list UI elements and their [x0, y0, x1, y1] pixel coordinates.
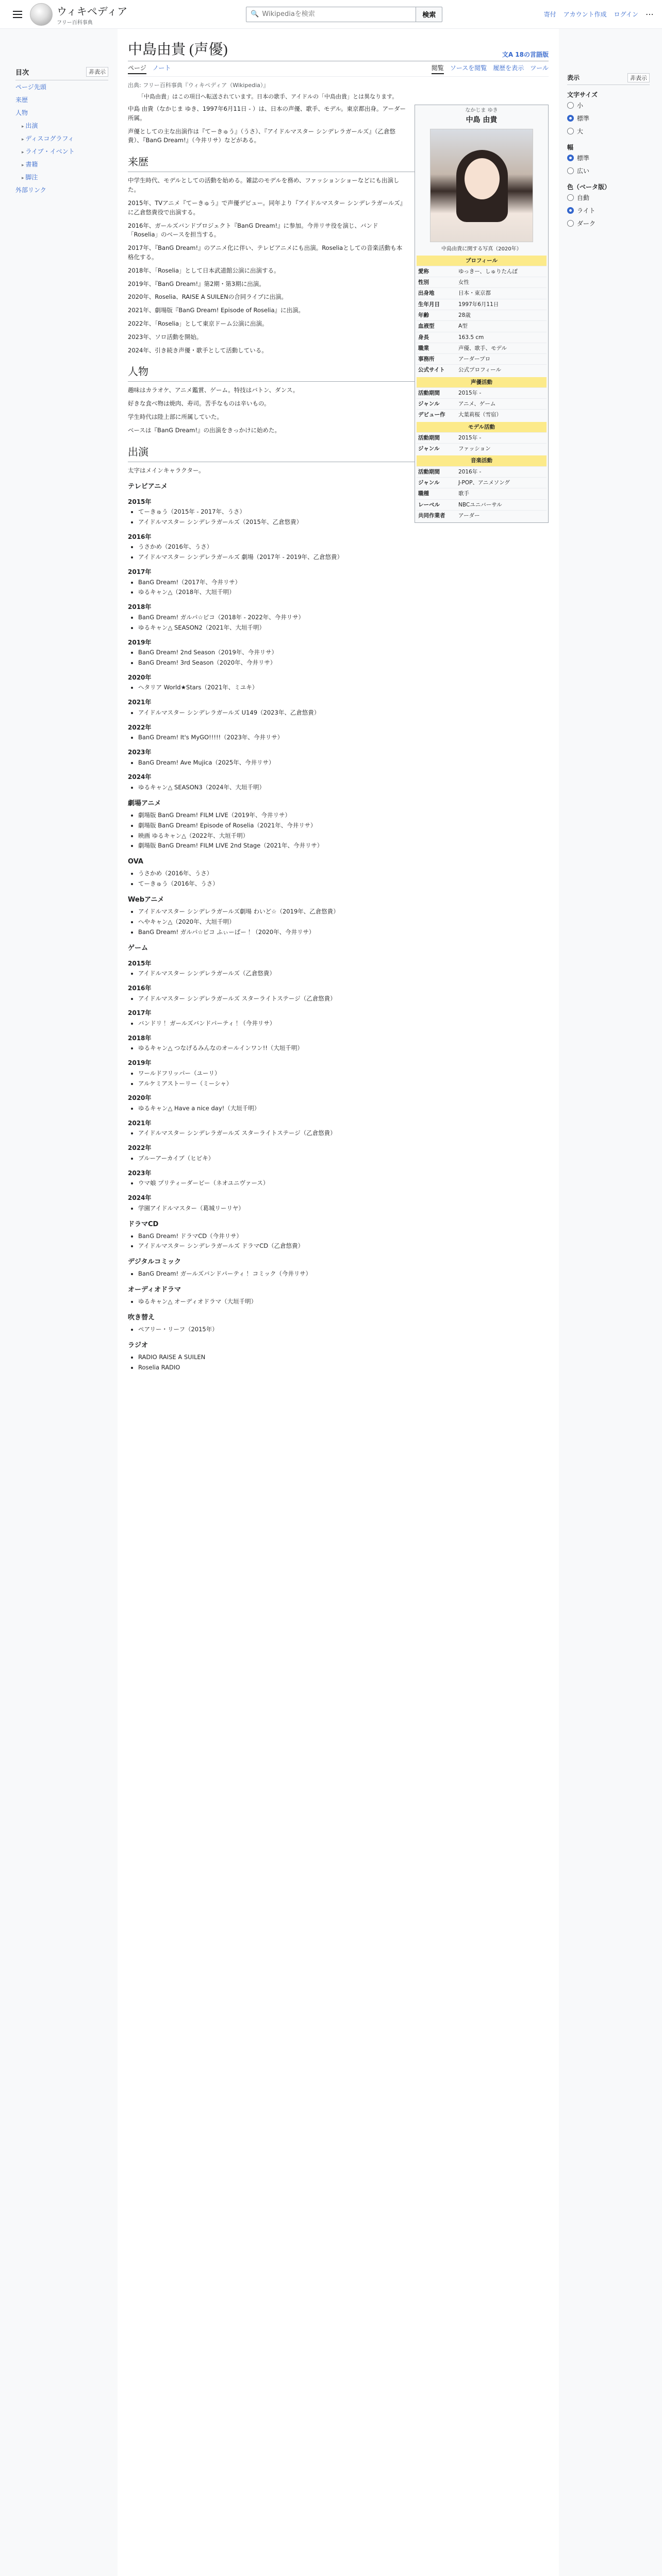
infobox-row-key: 活動期間: [418, 468, 440, 475]
year-heading: 2015年: [128, 498, 152, 505]
infobox-row: [417, 432, 547, 443]
subsection-digital-heading: デジタルコミック: [128, 1258, 181, 1266]
year-heading: 2019年: [128, 1059, 152, 1067]
site-logo[interactable]: [30, 3, 127, 26]
year-heading: 2022年: [128, 723, 152, 731]
hatnote: 「中島由貴」はこの項目へ転送されています。日本の歌手、アイドルの「中島由貴」とは異なります。: [138, 93, 398, 100]
ova-list: [128, 869, 549, 889]
infobox-name: 中島 由貴: [466, 115, 498, 124]
toc-sidebar: [15, 67, 108, 196]
subsection-audio-heading: オーディオドラマ: [128, 1286, 181, 1294]
search-button[interactable]: 検索: [416, 7, 442, 22]
page-tabs: [128, 63, 549, 77]
infobox-row-key: 血液型: [418, 323, 435, 330]
paragraph: 2016年、ガールズバンドプロジェクト『BanG Dream!』に参加。今井リサ役を演じ、バンド「Roselia」のベースを担当する。: [128, 222, 378, 239]
option-label: ダーク: [577, 220, 596, 227]
infobox-row-value: アーダー: [458, 512, 480, 519]
infobox-row-value: 歌手: [458, 490, 469, 497]
infobox-row: [417, 299, 547, 310]
list-item: • アイドルマスター シンデレラガールズ ドラマCD（乙倉悠貴）: [138, 1242, 549, 1251]
list-item: • ゆるキャン△ Have a nice day!（大垣千明）: [138, 1104, 549, 1113]
infobox-row-value: アーダープロ: [458, 356, 491, 363]
year-heading: 2023年: [128, 1169, 152, 1177]
infobox-row-key: 生年月日: [418, 301, 440, 308]
year-heading: 2018年: [128, 1034, 152, 1042]
year-list: [128, 1129, 549, 1138]
paragraph: 好きな食べ物は焼肉、寿司。苦手なものは辛いもの。: [128, 400, 270, 408]
year-list: [128, 1204, 549, 1213]
infobox-row: [417, 343, 547, 353]
list-item: • アルケミアストーリー（ミーシャ）: [138, 1079, 549, 1089]
list-item: • アイドルマスター シンデレラガールズ スターライトステージ（乙倉悠貴）: [138, 1129, 549, 1138]
list-item: • BanG Dream! Ave Mujica（2025年、今井リサ）: [138, 758, 549, 768]
infobox-model-rows: [417, 432, 547, 454]
digital-list: [128, 1269, 549, 1279]
option-label: 標準: [577, 115, 590, 122]
infobox-row: [417, 310, 547, 320]
infobox-row-value: 2015年 -: [458, 389, 482, 396]
section-works-heading: 出演: [128, 445, 549, 462]
infobox-row-key: 身長: [418, 334, 429, 341]
infobox: [415, 105, 549, 523]
more-options-icon[interactable]: ⋯: [646, 9, 654, 19]
subsection-ova-heading: OVA: [128, 858, 143, 866]
infobox-row-key: 共同作業者: [418, 512, 445, 519]
infobox-row-value: A型: [458, 323, 468, 330]
year-list: [128, 1044, 549, 1053]
width-wide[interactable]: [567, 164, 650, 177]
toc-hide-button[interactable]: 非表示: [86, 67, 108, 77]
year-list: [128, 708, 549, 718]
list-item: • BanG Dream!（2017年、今井リサ）: [138, 578, 549, 587]
radio-list: [128, 1353, 549, 1372]
infobox-section-voice: 声優活動: [417, 377, 547, 387]
infobox-row-value: 大葉莉桜（雪宿）: [458, 412, 502, 418]
list-item: • 映画 ゆるキャン△（2022年、大垣千明）: [138, 832, 549, 841]
search-input[interactable]: [262, 10, 416, 18]
year-list: [128, 1179, 549, 1188]
list-item: • ペアリー・リーフ（2015年）: [138, 1325, 549, 1334]
donate-link[interactable]: 寄付: [543, 11, 556, 18]
audio-list: [128, 1297, 549, 1307]
web-list: [128, 907, 549, 937]
infobox-row-key: 愛称: [418, 268, 429, 275]
subsection-drama-heading: ドラマCD: [128, 1220, 159, 1228]
year-heading: 2018年: [128, 603, 152, 611]
list-item: • うさかめ（2016年、うさ）: [138, 869, 549, 878]
infobox-row-value: J-POP、アニメソング: [458, 480, 510, 486]
year-heading: 2016年: [128, 985, 152, 992]
year-list: [128, 683, 549, 692]
year-heading: 2024年: [128, 1194, 152, 1202]
infobox-row-value: 声優、歌手、モデル: [458, 345, 507, 351]
movie-list: [128, 811, 549, 851]
list-item: • アイドルマスター シンデレラガールズ（乙倉悠貴）: [138, 969, 549, 978]
infobox-row-key: 職業: [418, 345, 429, 351]
search-icon: 🔍: [251, 10, 259, 18]
infobox-row-value: ゆっきー、しゅりたんぽ: [458, 268, 518, 275]
section-history-heading: 来歴: [128, 155, 549, 172]
subsection-dub-heading: 吹き替え: [128, 1314, 155, 1322]
infobox-section-model: モデル活動: [417, 422, 547, 432]
text-size-label: 文字サイズ: [567, 91, 598, 98]
option-label: 小: [577, 102, 584, 109]
paragraph: 声優としての主な出演作は『てーきゅう』（うさ）、『アイドルマスター シンデレラガールズ』（乙倉悠貴）、『BanG Dream!』（今井リサ）などがある。: [128, 127, 396, 144]
tab-history[interactable]: 履歴を表示: [493, 64, 524, 72]
list-item: • BanG Dream! 2nd Season（2019年、今井リサ）: [138, 648, 549, 657]
radio-icon: [567, 167, 574, 174]
list-item: • ブルーアーカイブ（ヒビキ）: [138, 1154, 549, 1163]
infobox-row: [417, 466, 547, 477]
list-item: • BanG Dream! ガールズバンドパーティ！ コミック（今井リサ）: [138, 1269, 549, 1279]
infobox-row-key: ジャンル: [418, 480, 440, 486]
infobox-section-music: 音楽活動: [417, 455, 547, 466]
site-name: ウィキペディア: [57, 5, 128, 18]
year-heading: 2024年: [128, 773, 152, 781]
article-body: [128, 105, 549, 1372]
search-box: [246, 7, 416, 22]
infobox-row-value: ファッション: [458, 446, 491, 452]
infobox-row-key: ジャンル: [418, 446, 440, 452]
list-item: • アイドルマスター シンデレラガールズ 劇場（2017年 - 2019年、乙倉悠貴）: [138, 553, 549, 562]
text-size-small[interactable]: [567, 99, 650, 112]
list-item: • アイドルマスター シンデレラガールズ U149（2023年、乙倉悠貴）: [138, 708, 549, 718]
wikipedia-globe-icon: [30, 3, 53, 26]
subsection-radio-heading: ラジオ: [128, 1342, 148, 1350]
paragraph: 2024年、引き続き声優・歌手として活動している。: [128, 346, 268, 354]
tab-talk[interactable]: ノート: [152, 64, 171, 72]
infobox-row: [417, 332, 547, 343]
color-light[interactable]: [567, 204, 650, 217]
toc-item-discography[interactable]: ▸ ディスコグラフィ: [15, 132, 108, 145]
subsection-game-heading: ゲーム: [128, 944, 148, 952]
year-list: [128, 1069, 549, 1089]
year-list: [128, 1154, 549, 1163]
year-list: [128, 733, 549, 742]
infobox-row: [417, 510, 547, 521]
year-heading: 2021年: [128, 1119, 152, 1127]
infobox-row: [417, 266, 547, 277]
main-content: [118, 29, 559, 2576]
paragraph: 中島 由貴（なかじま ゆき、1997年6月11日 - ）は、日本の声優、歌手、モデル。東京都出身。アーダー所属。: [128, 105, 406, 122]
infobox-row-value: 1997年6月11日: [458, 301, 499, 308]
toc-item-history[interactable]: 来歴: [15, 96, 28, 104]
width-label: 幅: [567, 144, 574, 151]
year-list: [128, 648, 549, 668]
toc-title: 目次: [15, 69, 29, 77]
toc-item-books[interactable]: ▸ 書籍: [15, 158, 108, 171]
toc-item-person[interactable]: 人物: [15, 109, 28, 116]
infobox-row-value: 2016年 -: [458, 468, 482, 475]
infobox-row: [417, 443, 547, 454]
list-item: • てーきゅう（2016年、うさ）: [138, 879, 549, 889]
width-standard[interactable]: [567, 151, 650, 164]
paragraph: 2021年、劇場版『BanG Dream! Episode of Roselia』に出演。: [128, 307, 305, 314]
infobox-row: [417, 287, 547, 298]
year-list: [128, 578, 549, 598]
infobox-row-key: 職種: [418, 490, 429, 497]
appearance-header: [567, 73, 650, 85]
infobox-voice-rows: [417, 387, 547, 420]
list-item: • BanG Dream! It's MyGO!!!!!（2023年、今井リサ）: [138, 733, 549, 742]
infobox-row-key: 活動期間: [418, 434, 440, 441]
list-item: • アイドルマスター シンデレラガールズ（2015年、乙倉悠貴）: [138, 518, 549, 527]
list-item: • アイドルマスター シンデレラガールズ スターライトステージ（乙倉悠貴）: [138, 994, 549, 1004]
infobox-row: [417, 320, 547, 331]
list-item: • てーきゅう（2015年 - 2017年、うさ）: [138, 507, 549, 517]
infobox-row-key: 公式サイト: [418, 367, 445, 374]
language-button[interactable]: 文A 18の言語版: [502, 51, 549, 58]
year-list: [128, 969, 549, 978]
year-heading: 2021年: [128, 699, 152, 706]
toc-item-external[interactable]: 外部リンク: [15, 187, 46, 194]
list-item: • ヘタリア World★Stars（2021年、ミユキ）: [138, 683, 549, 692]
option-label: 広い: [577, 167, 590, 175]
site-tagline: フリー百科事典: [57, 20, 93, 26]
toc-item-works[interactable]: ▸ 出演: [15, 119, 108, 132]
site-header: [0, 0, 662, 29]
list-item: • バンドリ！ ガールズバンドパーティ！（今井リサ）: [138, 1019, 549, 1028]
toc-item-top[interactable]: ページ先頭: [15, 83, 46, 91]
paragraph: 2018年、「Roselia」として日本武道館公演に出演する。: [128, 266, 280, 274]
list-item: • 劇場版 BanG Dream! FILM LIVE 2nd Stage（2021年、今井リサ）: [138, 841, 549, 851]
infobox-row-value: 2015年 -: [458, 434, 482, 441]
list-item: • 劇場版 BanG Dream! FILM LIVE（2019年、今井リサ）: [138, 811, 549, 820]
color-dark[interactable]: [567, 217, 650, 230]
infobox-row-key: デビュー作: [418, 412, 445, 418]
create-account-link[interactable]: アカウント作成: [563, 11, 607, 18]
year-heading: 2020年: [128, 1094, 152, 1102]
infobox-row-key: レーベル: [418, 501, 440, 508]
infobox-row: [417, 477, 547, 488]
option-label: 自動: [577, 194, 590, 201]
list-item: • 学園アイドルマスター（葛城リーリヤ）: [138, 1204, 549, 1213]
radio-selected-icon: [567, 207, 574, 214]
year-list: [128, 994, 549, 1004]
option-label: ライト: [577, 207, 595, 214]
radio-icon: [567, 194, 574, 201]
subsection-tv-heading: テレビアニメ: [128, 482, 168, 490]
main-menu-icon[interactable]: [9, 6, 26, 23]
year-heading: 2022年: [128, 1144, 152, 1152]
infobox-row: [417, 364, 547, 375]
option-label: 大: [577, 128, 584, 135]
paragraph: 2020年、Roselia、RAISE A SUILENの合同ライブに出演。: [128, 293, 287, 301]
color-label: 色（ベータ版）: [567, 183, 611, 191]
list-item: • BanG Dream! 3rd Season（2020年、今井リサ）: [138, 658, 549, 668]
list-item: • ウマ娘 プリティーダービー（ネオユニヴァース）: [138, 1179, 549, 1188]
year-list: [128, 1104, 549, 1113]
year-heading: 2019年: [128, 638, 152, 646]
list-item: • へやキャン△（2020年、大垣千明）: [138, 918, 549, 927]
radio-icon: [567, 102, 574, 109]
appearance-sidebar: [567, 67, 650, 230]
year-list: [128, 758, 549, 768]
section-person-heading: 人物: [128, 364, 549, 382]
list-item: • ゆるキャン△（2018年、大垣千明）: [138, 588, 549, 597]
paragraph: 2017年、『BanG Dream!』のアニメ化に伴い、テレビアニメにも出演。Roseliaとしての音楽活動も本格化する。: [128, 244, 403, 261]
infobox-row-value: アニメ、ゲーム: [458, 401, 496, 408]
game-list: [128, 959, 549, 1213]
tab-tools[interactable]: ツール: [530, 64, 549, 72]
infobox-row-key: ジャンル: [418, 401, 440, 408]
year-heading: 2017年: [128, 1009, 152, 1017]
list-item: • ゆるキャン△ SEASON3（2024年、大垣千明）: [138, 783, 549, 792]
drama-list: [128, 1232, 549, 1251]
toc-item-notes[interactable]: ▸ 脚注: [15, 171, 108, 183]
login-link[interactable]: ログイン: [614, 11, 638, 18]
list-item: • BanG Dream! ガルパ☆ピコ（2018年 - 2022年、今井リサ）: [138, 613, 549, 622]
year-list: [128, 1019, 549, 1028]
subsection-web-heading: Webアニメ: [128, 895, 164, 904]
infobox-row-value: 日本・東京都: [458, 290, 491, 297]
infobox-row: [417, 387, 547, 398]
paragraph: 2019年、『BanG Dream!』第2期・第3期に出演。: [128, 280, 265, 287]
infobox-row-key: 出身地: [418, 290, 435, 297]
works-note: 太字はメインキャラクター。: [128, 466, 205, 474]
list-item: • うさかめ（2016年、うさ）: [138, 543, 549, 552]
subsection-movie-heading: 劇場アニメ: [128, 799, 161, 807]
tab-read[interactable]: 閲覧: [432, 63, 444, 74]
radio-selected-icon: [567, 115, 574, 122]
infobox-row-value: 163.5 cm: [458, 334, 484, 341]
paragraph: 2015年、TVアニメ『てーきゅう』で声優デビュー。同年より『アイドルマスター シンデレラガールズ』に乙倉悠貴役で出演する。: [128, 199, 406, 216]
infobox-profile-rows: [417, 266, 547, 376]
year-list: [128, 543, 549, 562]
paragraph: 2023年、ソロ活動を開始。: [128, 333, 203, 341]
list-item: • ゆるキャン△ SEASON2（2021年、大垣千明）: [138, 623, 549, 633]
search-form: [246, 7, 442, 22]
toc-header: [15, 67, 108, 80]
list-item: • ゆるキャン△ つなげるみんなのオールインワン!!（大垣千明）: [138, 1044, 549, 1053]
radio-icon: [567, 128, 574, 134]
infobox-row-value: NBCユニバーサル: [458, 501, 502, 508]
infobox-row: [417, 398, 547, 409]
list-item: • ゆるキャン△ オーディオドラマ（大垣千明）: [138, 1297, 549, 1307]
infobox-row: [417, 409, 547, 420]
tv-list: [128, 497, 549, 792]
year-heading: 2017年: [128, 568, 152, 576]
year-heading: 2023年: [128, 748, 152, 756]
infobox-row-key: 活動期間: [418, 389, 440, 396]
text-size-standard[interactable]: [567, 112, 650, 125]
paragraph: 中学生時代、モデルとしての活動を始める。雑誌のモデルを務め、ファッションショーなどにも出演した。: [128, 177, 400, 194]
option-label: 標準: [577, 155, 590, 162]
title-row: [128, 38, 549, 61]
dub-list: [128, 1325, 549, 1334]
year-list: [128, 783, 549, 792]
list-item: • BanG Dream! ドラマCD（今井リサ）: [138, 1232, 549, 1241]
infobox-row-value: 28歳: [458, 312, 471, 319]
infobox-section-profile: プロフィール: [417, 256, 547, 266]
list-item: • アイドルマスター シンデレラガールズ劇場 わいど☆（2019年、乙倉悠貴）: [138, 907, 549, 917]
paragraph: 趣味はカラオケ、アニメ鑑賞、ゲーム。特技はバトン、ダンス。: [128, 386, 299, 394]
infobox-row-value: 女性: [458, 279, 469, 286]
infobox-row-key: 事務所: [418, 356, 435, 363]
radio-selected-icon: [567, 155, 574, 161]
toc-item-live[interactable]: ▸ ライブ・イベント: [15, 145, 108, 158]
appearance-title: 表示: [567, 74, 580, 81]
list-item: • 劇場版 BanG Dream! Episode of Roselia（2021年、今井リサ）: [138, 821, 549, 831]
text-size-large[interactable]: [567, 125, 650, 138]
infobox-row: [417, 277, 547, 287]
infobox-caption: 中島由貴に関する写真（2020年）: [441, 246, 522, 252]
list-item: • BanG Dream! ガルパ☆ピコ ふぃーばー！（2020年、今井リサ）: [138, 928, 549, 937]
year-heading: 2015年: [128, 959, 152, 967]
color-auto[interactable]: [567, 191, 650, 204]
year-list: [128, 613, 549, 633]
infobox-row: [417, 499, 547, 510]
list-item: • Roselia RADIO: [138, 1363, 549, 1372]
portrait-image[interactable]: [430, 129, 533, 242]
infobox-row-key: 性別: [418, 279, 429, 286]
infobox-row: [417, 488, 547, 499]
infobox-row-key: 年齢: [418, 312, 429, 319]
paragraph: 2022年、「Roselia」として東京ドーム公演に出演。: [128, 320, 268, 327]
infobox-furigana: なかじま ゆき: [465, 108, 498, 113]
tab-page[interactable]: ページ: [128, 63, 146, 74]
list-item: • RADIO RAISE A SUILEN: [138, 1353, 549, 1362]
source-note: 出典: フリー百科事典『ウィキペディア（Wikipedia）』: [128, 82, 269, 89]
user-links: [544, 9, 654, 19]
year-heading: 2020年: [128, 673, 152, 681]
appearance-hide-button[interactable]: 非表示: [627, 73, 650, 82]
infobox-row-value: 公式プロフィール: [458, 367, 501, 374]
paragraph: 学生時代は陸上部に所属していた。: [128, 413, 223, 421]
paragraph: ベースは『BanG Dream!』の出演をきっかけに始めた。: [128, 426, 280, 434]
radio-icon: [567, 220, 574, 227]
infobox-row: [417, 353, 547, 364]
page-title: 中島由貴 (声優): [128, 42, 228, 58]
year-heading: 2016年: [128, 533, 152, 540]
list-item: • ワールドフリッパー（ユーリ）: [138, 1069, 549, 1078]
tab-view-source[interactable]: ソースを閲覧: [450, 64, 487, 72]
infobox-music-rows: [417, 466, 547, 521]
